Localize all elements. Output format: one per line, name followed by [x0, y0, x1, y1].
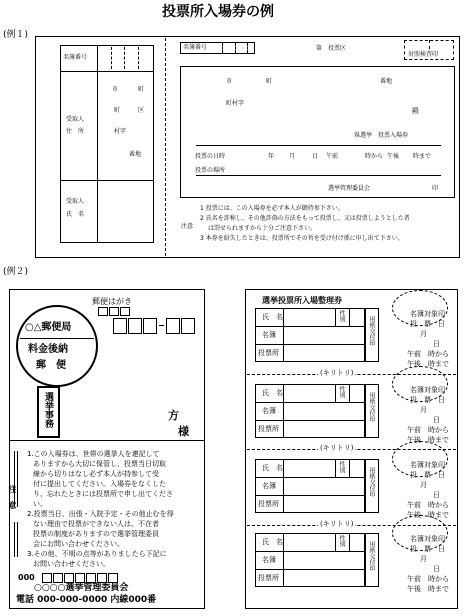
ticket-4-gender-label: 性別: [338, 535, 345, 547]
date-day: 日: [312, 153, 319, 160]
ticket-3-stamp-label: 用紙交付印: [368, 467, 375, 497]
postcard-footer-phone: 電話 000-000-0000 内線000番: [16, 595, 157, 605]
ticket-4-vote-date: 投 票 日: [410, 545, 445, 553]
ticket-1-reg-stamp: 名簿対象印: [410, 310, 445, 318]
ticket-sheet-title: 選挙投票所入場整理券: [262, 296, 342, 305]
ticket-3-am: 午前: [407, 501, 421, 509]
ticket-2-stamp-label: 用紙交付印: [368, 392, 375, 422]
ticket-2-reg-stamp: 名簿対象印: [410, 386, 445, 394]
ticket-dono: 殿: [412, 107, 419, 115]
ticket-4-place-label: 投票所: [258, 574, 279, 582]
ticket-3-gender-label: 性別: [338, 461, 345, 473]
ticket-3-pm: 午後: [407, 511, 421, 519]
ticket-1-stamp-label: 用紙交付印: [368, 316, 375, 346]
ticket-1-gender-label: 性別: [338, 310, 345, 322]
ticket-2-vote-date: 投 票 日: [410, 396, 445, 404]
ticket-4-from: 時から: [428, 575, 449, 583]
pc-note-4: 付に提出してください。入場券をなくした: [33, 480, 166, 488]
ticket-2-until: 時まで: [428, 436, 449, 444]
ticket-2-stamp-circle: [392, 366, 448, 402]
ticket-village: 町村字: [226, 100, 245, 107]
note-line-3: は罰せられますから十分ご注意下さい。: [208, 225, 317, 232]
page-title: 投票所入場券の例: [162, 4, 274, 20]
ticket-4-month: 月: [420, 555, 427, 563]
ticket-3-reg-stamp: 名簿対象印: [410, 461, 445, 469]
date-am: 午前: [326, 153, 339, 160]
stub-town: 町: [138, 86, 145, 93]
date-year: 年: [268, 153, 275, 160]
ticket-3-place-label: 投票所: [258, 500, 279, 508]
ticket-1-from: 時から: [428, 350, 449, 358]
pc-note-11: 3.その他、不明の点等がありましたら下記に: [27, 550, 167, 558]
stub-address-label-2: 住 所: [66, 128, 85, 135]
postcard-footer-committee: ○○○○選挙管理委員会: [34, 583, 129, 593]
date-from: 時から: [365, 153, 384, 160]
example2-label: (例２): [3, 267, 29, 277]
district-label: 第 投票区: [316, 45, 347, 52]
ticket-1-until: 時まで: [428, 360, 449, 368]
date-until: 時まで: [413, 153, 432, 160]
postage-paid-1: 料金後納: [28, 344, 68, 355]
inspection-stamp-label: 対照検査印: [408, 51, 439, 58]
ticket-3-day: 日: [433, 491, 440, 499]
committee-seal: 印: [432, 185, 439, 192]
ticket-3-name-label: 氏 名: [262, 464, 283, 472]
stub-ward: 区: [138, 107, 145, 114]
stub-village: 村字: [114, 128, 127, 135]
ticket-body: [180, 66, 455, 198]
ticket-2-day: 日: [433, 416, 440, 424]
cut-label-1: (キリトリ): [320, 369, 354, 377]
stub-town-2: 町: [114, 107, 121, 114]
date-pm: 午後: [387, 153, 400, 160]
cut-label-3: (キリトリ): [320, 520, 354, 528]
ticket-1-place-label: 投票所: [258, 349, 279, 357]
stub-name-label-1: 受取人: [66, 198, 85, 205]
ticket-4-day: 日: [433, 565, 440, 573]
pc-note-1: 1.この入場券は、世帯の選挙人を連記して: [27, 450, 160, 458]
voting-place-label: 投票の場所: [195, 167, 226, 174]
ticket-banchi: 番地: [380, 78, 393, 85]
postcard-footer-number: 000: [18, 573, 35, 582]
ticket-3-month: 月: [420, 481, 427, 489]
recipient-sama: 様: [178, 425, 189, 438]
stub-banchi: 番地: [129, 151, 142, 158]
notes-label: 注意: [181, 223, 194, 230]
ticket-4-stamp-label: 用紙交付印: [368, 541, 375, 571]
ticket-4-reg-stamp: 名簿対象印: [410, 535, 445, 543]
ticket-3-list-label: 名簿: [262, 482, 276, 490]
stub-name-label-2: 氏 名: [66, 211, 85, 218]
ticket-4-stamp-circle: [392, 515, 448, 551]
ticket-election-name: 県選挙 投票入場券: [354, 132, 409, 139]
note-line-4: 3 本券を紛失したときは、投票所でその旨を受け付け係に申し出て下さい。: [200, 235, 404, 242]
ticket-3-vote-date: 投 票 日: [410, 471, 445, 479]
ticket-1-name-label: 氏 名: [262, 313, 283, 321]
recipient-kata: 方: [168, 409, 179, 422]
ticket-1-stamp-circle: [392, 290, 448, 326]
note-line-1: 1 投票には、この入場券を必ず本人が御持参下さい。: [200, 205, 344, 212]
pc-note-8: ない理由で投票ができない人は、不在者: [33, 520, 159, 528]
post-office-name: ○△郵便局: [25, 322, 72, 333]
pc-note-5: り、忘れたときには投票所で申し出てくださ: [33, 490, 173, 498]
ticket-4-list-label: 名簿: [262, 556, 276, 564]
pc-note-3: 線から切りはなし必ず本人が持参して受: [33, 470, 159, 478]
ticket-3-from: 時から: [428, 501, 449, 509]
pc-note-10: 会にお問い合わせください。: [33, 540, 124, 548]
ticket-2-name-label: 氏 名: [262, 389, 283, 397]
stub-city: 市: [112, 86, 119, 93]
committee-name: 選挙管理委員会: [328, 185, 371, 192]
election-office-label: 選挙事務: [43, 392, 53, 428]
postcard-notes-label: 注 意: [8, 485, 17, 509]
ticket-2-from: 時から: [428, 426, 449, 434]
pc-note-7: 2.投票当日、出張・入院予定・その他止むを得: [27, 510, 174, 518]
ticket-1-am: 午前: [407, 350, 421, 358]
ticket-1-pm: 午後: [407, 360, 421, 368]
date-month: 月: [289, 153, 296, 160]
pc-note-12: お問い合わせください。: [33, 560, 110, 568]
example1-label: (例１): [3, 30, 29, 40]
ticket-4-until: 時まで: [428, 585, 449, 593]
ticket-2-month: 月: [420, 406, 427, 414]
ticket-4-am: 午前: [407, 575, 421, 583]
pc-note-9: 投票の制度がありますので選挙管理委員: [33, 530, 159, 538]
voting-date-label: 投票の日時: [195, 153, 226, 160]
cut-label-2: (キリトリ): [320, 444, 354, 452]
ticket-2-place-label: 投票所: [258, 425, 279, 433]
ticket-city: 市: [226, 78, 233, 85]
ticket-3-until: 時まで: [428, 511, 449, 519]
pc-note-2: ありますから大切に保管し、投票当日切取: [33, 460, 166, 468]
ticket-4-name-label: 氏 名: [262, 538, 283, 546]
postcard-header: 郵便はがき: [92, 297, 132, 306]
ticket-2-pm: 午後: [407, 436, 421, 444]
ticket-name-number-label: 名簿番号: [183, 44, 208, 51]
pc-note-6: い。: [33, 500, 47, 508]
ticket-1-list-label: 名簿: [262, 331, 276, 339]
ticket-2-gender-label: 性別: [338, 386, 345, 398]
postage-paid-2: 郵 便: [36, 360, 66, 371]
ticket-1-month: 月: [420, 330, 427, 338]
note-line-2: 2 氏名を詐称し、その他詐偽の方法をもって投票し、又は投票しようとした者: [200, 215, 410, 222]
ticket-town: 町: [266, 78, 273, 85]
postal-code-boxes: [42, 573, 118, 582]
ticket-3-stamp-circle: [392, 441, 448, 477]
stub-name-number-label: 名簿番号: [63, 54, 88, 61]
ticket-2-am: 午前: [407, 426, 421, 434]
ticket-1-vote-date: 投 票 日: [410, 320, 445, 328]
ticket-2-list-label: 名簿: [262, 407, 276, 415]
ticket-4-pm: 午後: [407, 585, 421, 593]
ticket-1-day: 日: [433, 340, 440, 348]
stub-address-label-1: 受取人: [66, 116, 85, 123]
